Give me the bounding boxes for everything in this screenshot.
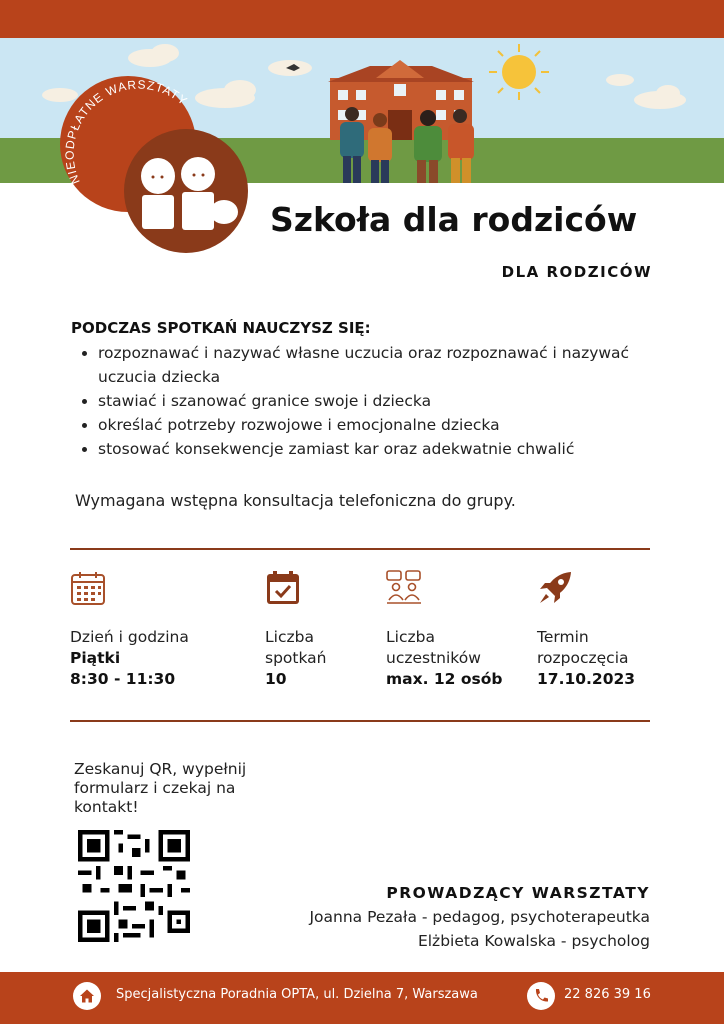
learn-list [78, 341, 658, 461]
learn-item: • stosować konsekwencje zamiast kar oraz adekwatnie chwalić [98, 437, 658, 461]
consultation-note: Wymagana wstępna konsultacja telefoniczna do grupy. [75, 491, 516, 510]
info-label: Dzień i godzina [70, 628, 189, 646]
info-start-date [537, 570, 635, 690]
info-label: uczestników [386, 649, 481, 667]
footer-address: Specjalistyczna Poradnia OPTA, ul. Dzielna 7, Warszawa [116, 987, 478, 1002]
page-title: Szkoła dla rodziców [270, 200, 638, 239]
home-icon [73, 982, 101, 1010]
learn-item: • rozpoznawać i nazywać własne uczucia oraz rozpoznawać i nazywać uczucia dziecka [98, 341, 658, 389]
info-label: Liczba [386, 628, 435, 646]
info-label: Liczba [265, 628, 314, 646]
rocket-icon [537, 570, 573, 606]
learn-item: • określać potrzeby rozwojowe i emocjonalne dziecka [98, 413, 658, 437]
divider-top [70, 548, 650, 550]
info-meetings [265, 570, 327, 690]
badge-arc-text: NIEODPŁATNE WARSZTATY [62, 77, 191, 187]
leader-1: Joanna Pezała - pedagog, psychoterapeutka [309, 908, 650, 926]
info-schedule [70, 570, 189, 690]
participants-icon [386, 570, 422, 606]
top-bar [0, 0, 724, 38]
leader-2: Elżbieta Kowalska - psycholog [417, 932, 650, 950]
info-label: rozpoczęcia [537, 649, 629, 667]
info-value: 10 [265, 670, 287, 688]
calendar-icon [70, 570, 106, 606]
learn-heading: PODCZAS SPOTKAŃ NAUCZYSZ SIĘ: [71, 319, 371, 337]
footer-bar [0, 972, 724, 1024]
info-value: max. 12 osób [386, 670, 503, 688]
info-value: Piątki [70, 649, 121, 667]
page-subtitle: DLA RODZICÓW [501, 263, 652, 281]
qr-instructions: Zeskanuj QR, wypełnij formularz i czekaj na kontakt! [74, 760, 247, 816]
info-label: spotkań [265, 649, 327, 667]
footer-phone[interactable]: 22 826 39 16 [564, 987, 651, 1002]
calendar-check-icon [265, 570, 301, 606]
learn-item: • stawiać i szanować granice swoje i dziecka [98, 389, 658, 413]
leaders-heading: PROWADZĄCY WARSZTATY [386, 884, 650, 902]
workshop-badge [48, 64, 248, 264]
info-label: Termin [537, 628, 589, 646]
info-participants [386, 570, 502, 690]
phone-icon[interactable] [527, 982, 555, 1010]
info-value: 8:30 - 11:30 [70, 670, 176, 688]
divider-bottom [70, 720, 650, 722]
qr-code[interactable] [78, 830, 190, 942]
info-value: 17.10.2023 [537, 670, 636, 688]
